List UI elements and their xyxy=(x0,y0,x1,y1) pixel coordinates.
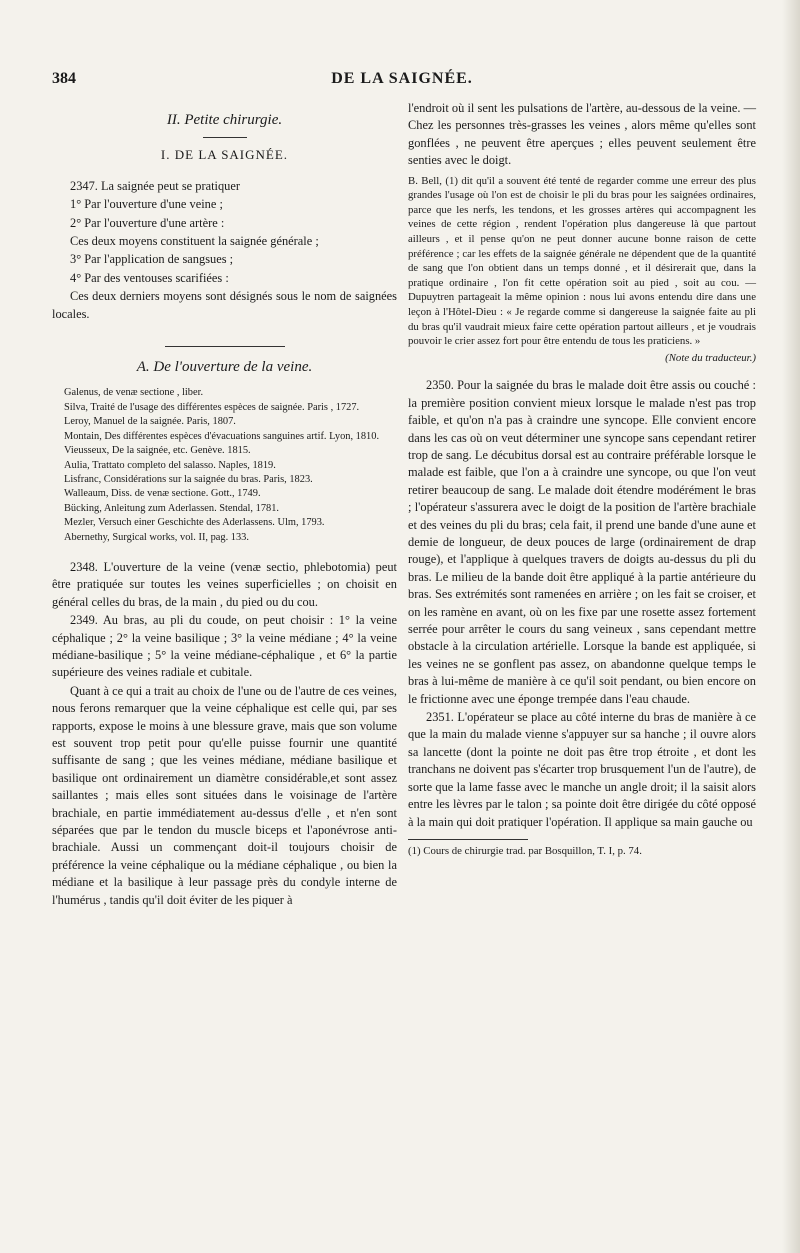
divider xyxy=(165,346,285,347)
section-title: II. Petite chirurgie. xyxy=(166,112,283,128)
right-column xyxy=(408,100,756,858)
note-text: B. Bell, (1) dit qu'il a souvent été tenté de regarder comme une erreur des plus grandes l'usage où l'on est de choisir le pli du bras pour les saignées ordinaires, parce que les nerfs, les tendons, et les grosses artères qui accompagnent les veines de cette région , rendent l'opération plus dangereuse là que partout ailleurs , et il pense qu'on ne peut donner aucune bonne raison de cette préférence ; car les effets de la saignée générale ne dépendent que de la quantité de sang que l'on obtient dans un temps donné , et il désirerait que, dans la pratique ordinaire , l'on fit cette opération soit au pied , soit au cou. — Dupuytren partageait la même opinion : nous lui avons entendu dire dans une leçon à l'Hôtel-Dieu : « Je regarde comme si dangereuse la saignée faite au pli du bras qu'il vaudrait mieux faire cette opération partout ailleurs , et je voudrais pouvoir le crier assez fort pour être entendu de tous les praticiens. » xyxy=(408,174,756,348)
paragraph: Ces deux moyens constituent la saignée générale ; xyxy=(70,234,319,249)
subsection-title: I. DE LA SAIGNÉE. xyxy=(160,147,289,163)
paragraph: Ces deux derniers moyens sont désignés sous le nom de saignées locales. xyxy=(52,289,397,321)
running-head: DE LA SAIGNÉE. xyxy=(331,70,473,87)
page-header xyxy=(52,70,752,94)
bibliography xyxy=(52,386,397,544)
paragraph-2351: 2351. L'opérateur se place au côté interne du bras de manière à ce que la main du malade vienne s'appuyer sur sa hanche ; il ouvre alors sa lancette (dont la pointe ne doit pas être trop étroite , et dont les tranchans ne doivent pas s'écarter trop brusquement l'un de l'autre), de sorte que la lame fasse avec le manche un angle droit; il la saisit alors entre les lèvres par le talon ; sa pointe doit être dirigée du côté opposé à la main qui doit pratiquer l'opération. Il applique sa main gauche ou xyxy=(408,710,756,829)
translator-note xyxy=(408,174,756,366)
biblio-entry: Vieusseux, De la saignée, etc. Genève. 1815. xyxy=(64,445,251,457)
note-attribution: (Note du traducteur.) xyxy=(665,351,756,364)
biblio-entry: Lisfranc, Considérations sur la saignée du bras. Paris, 1823. xyxy=(64,473,313,485)
divider xyxy=(203,137,247,138)
paragraph-2348: 2348. L'ouverture de la veine (venæ sectio, phlebotomia) peut être pratiquée sur toutes les veines superficielles ; on choisit en général celles du bras, de la main , du pied ou du cou. xyxy=(52,559,397,609)
heading-a: A. De l'ouverture de la veine. xyxy=(136,359,313,376)
biblio-entry: Galenus, de venæ sectione , liber. xyxy=(64,387,204,399)
biblio-entry: Montain, Des différentes espèces d'évacuations sanguines artif. Lyon, 1810. xyxy=(64,430,380,442)
biblio-entry: Abernethy, Surgical works, vol. II, pag. 133. xyxy=(64,531,249,543)
biblio-entry: Leroy, Manuel de la saignée. Paris, 1807. xyxy=(64,416,236,428)
list-item: 1° Par l'ouverture d'une veine ; xyxy=(70,197,223,212)
biblio-entry: Silva, Traité de l'usage des différentes espèces de saignée. Paris , 1727. xyxy=(64,401,360,413)
biblio-entry: Mezler, Versuch einer Geschichte des Aderlassens. Ulm, 1793. xyxy=(64,517,325,529)
biblio-entry: Walleaum, Diss. de venæ sectione. Gott., 1749. xyxy=(64,488,261,500)
paragraph-2350: 2350. Pour la saignée du bras le malade doit être assis ou couché : la première position convient mieux lorsque le malade n'est pas trop faible, et qu'on n'a pas à craindre une syncope. Elle convient encore dans les cas où on veut déterminer une syncope sans cependant retirer trop de sang. Le décubitus dorsal est au contraire préférable lorsque le malade est faible, que l'on a à craindre une syncope, ou que l'on veut retirer beaucoup de sang. Le malade doit étendre modérément le bras ; l'opérateur s'assurera avec le doigt de la position de l'artère brachiale et des veines du pli du bras; cela fait, il prend une bande d'une aune et demie de longueur, de deux pouces de large (ordinairement de drap rouge), et l'applique à quelques travers de doigts au-dessus du pli du bras. Le milieu de la bande doit être appliqué à la partie antérieure du bras. Ses extrémités sont ramenées en arrière ; on les fait se croiser, et on les ramène en avant, où on les fixe par une rosette assez fortement serrée pour arrêter le cours du sang veineux , sans cependant mettre obstacle à la circulation artérielle. Lorsque la bande est appliquée, si les veines ne se gonflent pas assez, on abandonne quelque temps le bras à lui-même de manière à ce qu'il soit pendant, ou bien encore on le frictionne avec une éponge trempée dans l'eau chaude. xyxy=(408,378,756,706)
footnote: (1) Cours de chirurgie trad. par Bosquillon, T. I, p. 74. xyxy=(408,844,642,857)
paragraph: Quant à ce qui a trait au choix de l'une ou de l'autre de ces veines, nous ferons remarquer que la veine céphalique est celle qui, par ses rapports, expose le moins à une blessure grave, mais que son volume est souvent trop petit pour qu'elle puisse fournir une quantité suffisante de sang ; que les veines médiane, médiane basilique et basilique ont ordinairement un diamètre considérable,et sont assez saillantes ; mais elles sont situées dans le voisinage de l'artère brachiale, en partie immédiatement au-dessus d'elle , et n'en sont séparées que par le tendon du muscle biceps et l'aponévrose anti-brachiale. Aussi un commençant doit-il toujours choisir de préférence la veine céphalique ou la médiane céphalique , ou bien la médiane et la basilique à leur passage près du condyle interne de l'humérus , tandis qu'il doit éviter de les piquer à xyxy=(52,683,397,907)
paragraph-2347: 2347. La saignée peut se pratiquer xyxy=(70,178,240,193)
page-number: 384 xyxy=(52,70,76,87)
list-item: 3° Par l'application de sangsues ; xyxy=(70,252,234,267)
paragraph-2349: 2349. Au bras, au pli du coude, on peut choisir : 1° la veine céphalique ; 2° la veine basilique ; 3° la veine médiane ; 4° la veine médiane-basilique ; 5° la veine médiane-céphalique , et 6° la partie supérieure des veines radiale et cubitale. xyxy=(52,613,397,680)
page-edge-shadow xyxy=(782,0,800,1253)
list-item: 2° Par l'ouverture d'une artère : xyxy=(70,215,225,230)
footnote-divider xyxy=(408,839,528,840)
biblio-entry: Bücking, Anleitung zum Aderlassen. Stendal, 1781. xyxy=(64,502,280,514)
biblio-entry: Aulia, Trattato completo del salasso. Naples, 1819. xyxy=(64,459,276,471)
paragraph-continued: l'endroit où il sent les pulsations de l'artère, au-dessous de la veine. — Chez les personnes très-grasses les veines , alors même qu'elles sont gonflées , ne peuvent être aperçues ; elles peuvent seulement être senties avec le doigt. xyxy=(408,101,756,168)
left-column xyxy=(52,100,397,910)
list-item: 4° Par des ventouses scarifiées : xyxy=(70,270,229,285)
